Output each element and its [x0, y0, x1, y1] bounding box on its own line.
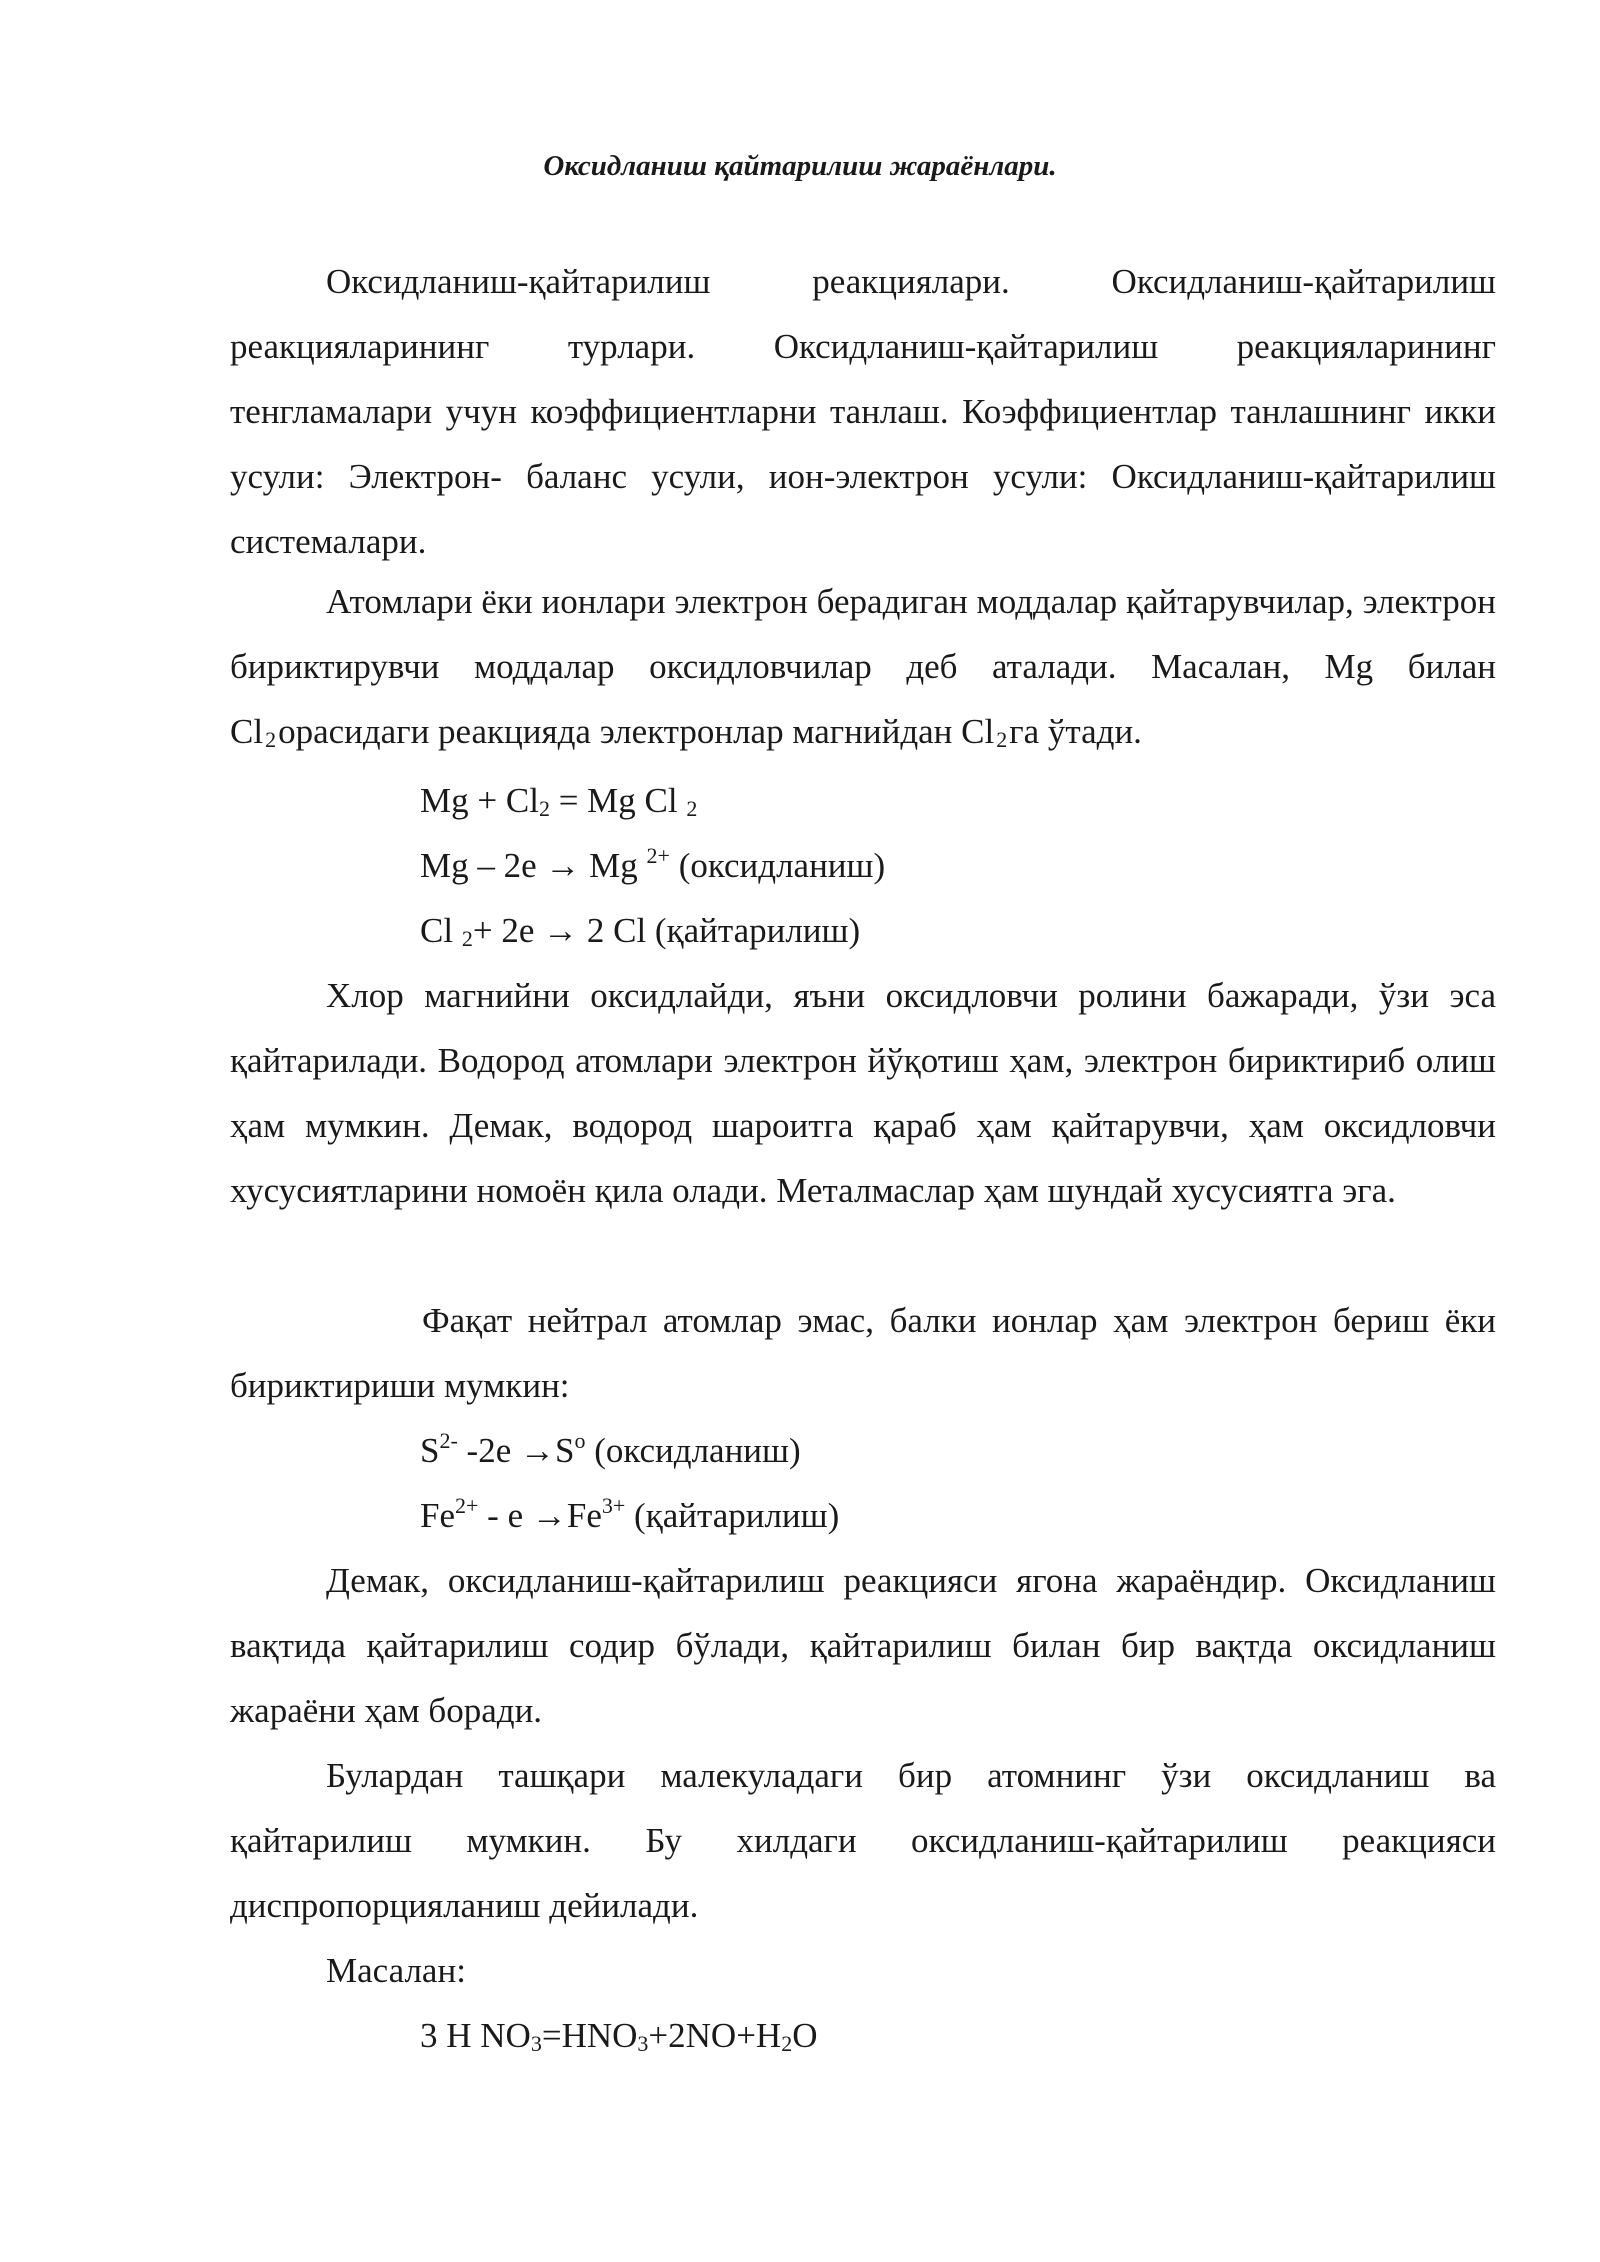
- equation-iron: $Fe^{2+} - e \to Fe^{3+}$ (қайтарилиш): [420, 1493, 840, 1535]
- paragraph-single-process: [230, 1548, 1496, 1743]
- paragraph-text: га ўтади.: [1009, 712, 1142, 751]
- paragraph-chlorine: [230, 963, 1496, 1223]
- equation-mg-oxidation: Mg – 2e → Mg $^{2+}$ (оксидланиш): [420, 843, 886, 885]
- subscript: 2: [996, 727, 1008, 752]
- paragraph-text: Атомлари ёки ионлари электрон берадиган моддалар қайтарувчилар, электрон бириктирувчи моддалар оксидловчилар деб аталади. Масалан, Mg билан Cl: [230, 582, 1496, 751]
- paragraph-disproportionation: [230, 1743, 1496, 1938]
- paragraph-reducers: [230, 569, 1496, 764]
- paragraph-intro: [230, 249, 1496, 574]
- paragraph-text: Хлор магнийни оксидлайди, яъни оксидловчи ролини бажаради, ўзи эса қайтарилади. Водород атомлари электрон йўқотиш ҳам, электрон бириктириб олиш ҳам мумкин. Демак, водород шароитга қараб ҳам қайтарувчи, ҳам оксидловчи хусусиятларини номоён қила олади. Металмаслар ҳам шундай хусусиятга эга.: [230, 976, 1496, 1210]
- paragraph-text: Фақат нейтрал атомлар эмас, балки ионлар ҳам электрон бериш ёки бириктириши мумкин:: [230, 1301, 1496, 1405]
- paragraph-text: Демак, оксидланиш-қайтарилиш реакцияси ягона жараёндир. Оксидланиш вақтида қайтарилиш содир бўлади, қайтарилиш билан бир вақтда оксидланиш жараёни ҳам боради.: [230, 1561, 1496, 1730]
- equation-cl-reduction: Cl $_2$+ 2e → 2 Cl (қайтарилиш): [420, 911, 861, 951]
- equation-mg-cl2: $Mg + Cl_2 = Mg$ Cl $_2$: [420, 781, 698, 821]
- page-title: Оксидланиш қайтарилиш жараёнлари.: [543, 150, 1057, 182]
- example-label: Масалан:: [326, 1951, 466, 1990]
- paragraph-ions: [230, 1288, 1496, 1418]
- equation-hno3: 3 H $NO_3=HNO_3+2NO+H_2O$: [420, 2016, 818, 2056]
- paragraph-text: орасидаги реакцияда электронлар магнийдан Cl: [278, 712, 995, 751]
- equation-sulfur: $S^{2-}$ $-2e \to S^o$ (оксидланиш): [420, 1428, 801, 1470]
- paragraph-text: Булардан ташқари малекуладаги бир атомнинг ўзи оксидланиш ва қайтарилиш мумкин. Бу хилдаги оксидланиш-қайтарилиш реакцияси диспропорцияланиш дейилади.: [230, 1756, 1496, 1925]
- subscript: 2: [265, 727, 277, 752]
- paragraph-text: Оксидланиш-қайтарилиш реакциялари. Оксидланиш-қайтарилиш реакцияларининг турлари. Оксидланиш-қайтарилиш реакцияларининг тенгламалари учун коэффициентларни танлаш. Коэффициентлар танлашнинг икки усули: Электрон- баланс усули, ион-электрон усули: Оксидланиш-қайтарилиш системалари.: [230, 262, 1496, 561]
